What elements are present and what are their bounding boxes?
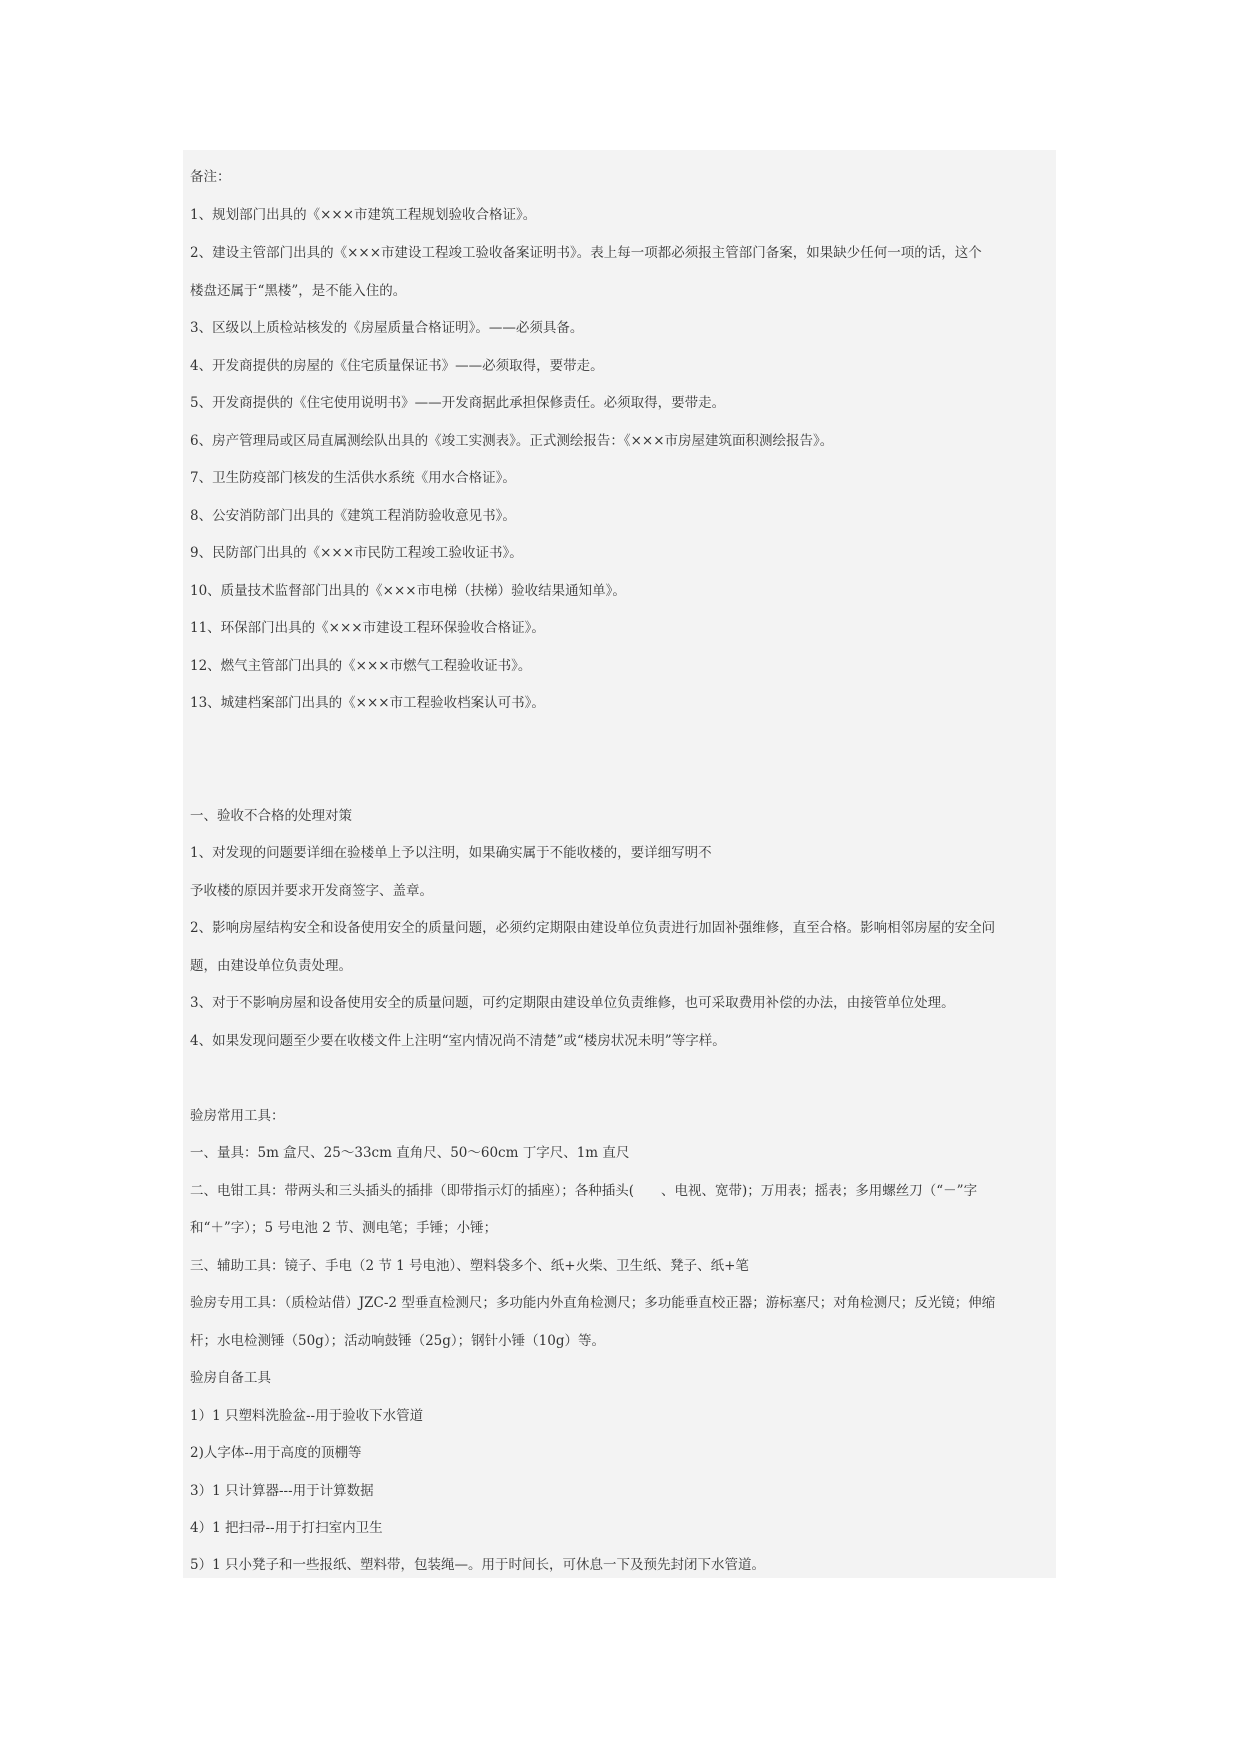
notes-item-2-cont: 楼盘还属于“黑楼”，是不能入住的。	[190, 283, 407, 299]
notes-item-11: 11、环保部门出具的《×××市建设工程环保验收合格证》。	[190, 620, 545, 636]
tools-heading: 验房常用工具：	[190, 1108, 285, 1124]
self-tools-item-5: 5）1 只小凳子和一些报纸、塑料带，包装绳—。用于时间长，可休息一下及预先封闭下水管道。	[190, 1557, 765, 1573]
tools-item-measuring: 一、量具：5m 盒尺、25～33cm 直角尺、50～60cm 丁字尺、1m 直尺	[190, 1145, 630, 1161]
rejection-heading: 一、验收不合格的处理对策	[190, 808, 352, 824]
notes-item-2: 2、建设主管部门出具的《×××市建设工程竣工验收备案证明书》。表上每一项都必须报主管部门备案，如果缺少任何一项的话，这个	[190, 245, 982, 261]
notes-item-6: 6、房产管理局或区局直属测绘队出具的《竣工实测表》。正式测绘报告：《×××市房屋建筑面积测绘报告》。	[190, 433, 834, 449]
tools-item-special-cont: 杆；水电检测锤（50g）；活动响鼓锤（25g）；钢针小锤（10g）等。	[190, 1333, 605, 1349]
rejection-item-2-cont: 题，由建设单位负责处理。	[190, 958, 352, 974]
notes-item-13: 13、城建档案部门出具的《×××市工程验收档案认可书》。	[190, 695, 545, 711]
rejection-item-4: 4、如果发现问题至少要在收楼文件上注明“室内情况尚不清楚”或“楼房状况未明”等字样。	[190, 1033, 726, 1049]
notes-heading: 备注：	[190, 169, 231, 185]
self-tools-item-3: 3）1 只计算器---用于计算数据	[190, 1483, 374, 1499]
self-tools-heading: 验房自备工具	[190, 1370, 271, 1386]
notes-item-7: 7、卫生防疫部门核发的生活供水系统《用水合格证》。	[190, 470, 516, 486]
rejection-item-3: 3、对于不影响房屋和设备使用安全的质量问题，可约定期限由建设单位负责维修，也可采取费用补偿的办法，由接管单位处理。	[190, 995, 955, 1011]
tools-item-auxiliary: 三、辅助工具：镜子、手电（2 节 1 号电池）、塑料袋多个、纸+火柴、卫生纸、凳子、纸+笔	[190, 1258, 749, 1274]
notes-item-9: 9、民防部门出具的《×××市民防工程竣工验收证书》。	[190, 545, 523, 561]
rejection-item-2: 2、影响房屋结构安全和设备使用安全的质量问题，必须约定期限由建设单位负责进行加固补强维修，直至合格。影响相邻房屋的安全问	[190, 920, 996, 936]
self-tools-item-2: 2)人字体--用于高度的顶棚等	[190, 1445, 362, 1461]
notes-item-1: 1、规划部门出具的《×××市建筑工程规划验收合格证》。	[190, 207, 537, 223]
notes-item-3: 3、区级以上质检站核发的《房屋质量合格证明》。——必须具备。	[190, 320, 584, 336]
self-tools-item-1: 1）1 只塑料洗脸盆--用于验收下水管道	[190, 1408, 424, 1424]
notes-item-8: 8、公安消防部门出具的《建筑工程消防验收意见书》。	[190, 508, 516, 524]
tools-item-electrical-cont: 和“＋”字）；5 号电池 2 节、测电笔；手锤；小锤；	[190, 1220, 498, 1236]
tools-item-special: 验房专用工具：（质检站借）JZC-2 型垂直检测尺；多功能内外直角检测尺；多功能垂直校正器；游标塞尺；对角检测尺；反光镜；伸缩	[190, 1295, 996, 1311]
notes-item-12: 12、燃气主管部门出具的《×××市燃气工程验收证书》。	[190, 658, 532, 674]
rejection-item-1: 1、对发现的问题要详细在验楼单上予以注明，如果确实属于不能收楼的，要详细写明不	[190, 845, 712, 861]
self-tools-item-4: 4）1 把扫帚--用于打扫室内卫生	[190, 1520, 383, 1536]
notes-item-4: 4、开发商提供的房屋的《住宅质量保证书》——必须取得，要带走。	[190, 358, 604, 374]
notes-item-10: 10、质量技术监督部门出具的《×××市电梯（扶梯）验收结果通知单》。	[190, 583, 626, 599]
notes-item-5: 5、开发商提供的《住宅使用说明书》——开发商据此承担保修责任。必须取得，要带走。	[190, 395, 726, 411]
rejection-item-1-cont: 予收楼的原因并要求开发商签字、盖章。	[190, 883, 433, 899]
tools-item-electrical: 二、电钳工具：带两头和三头插头的插排（即带指示灯的插座）；各种插头( 、电视、宽带)；万用表；摇表；多用螺丝刀（“－”字	[190, 1183, 978, 1199]
